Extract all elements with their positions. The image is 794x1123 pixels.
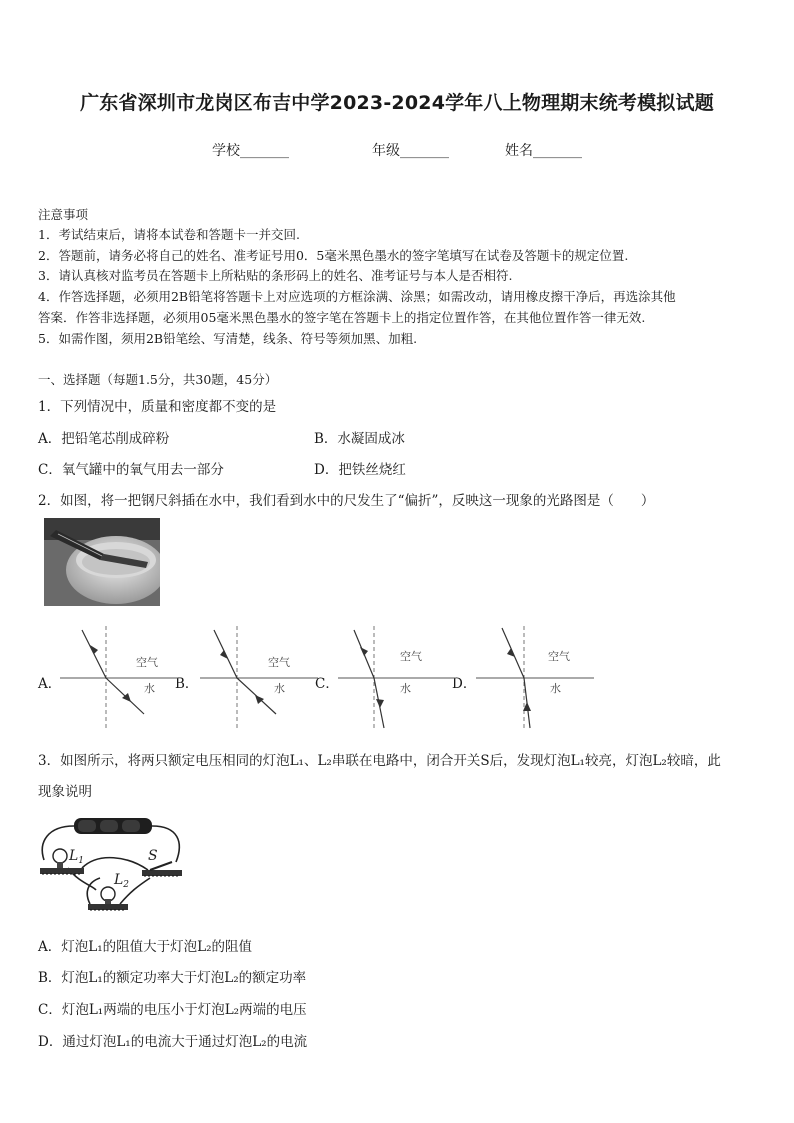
l2-label: L [114, 872, 124, 888]
question-1-option-a: A．把铅笔芯削成碎粉 [38, 431, 170, 447]
notice-item: 3．请认真核对监考员在答题卡上所粘贴的条形码上的姓名、准考证号与本人是否相符. [38, 268, 513, 283]
water-label: 水 [400, 682, 411, 695]
light-path-diagram-b [200, 626, 318, 730]
air-label: 空气 [400, 650, 422, 663]
question-1-option-d: D．把铁丝烧红 [314, 462, 406, 478]
notice-item: 答案．作答非选择题，必须用05毫米黑色墨水的签字笔在答题卡上的指定位置作答，在其他位置作答一律无效. [38, 310, 646, 325]
light-path-diagram-c [338, 626, 456, 730]
question-3-option-c: C．灯泡L₁两端的电压小于灯泡L₂两端的电压 [38, 1002, 307, 1018]
question-2-stem: 2．如图，将一把钢尺斜插在水中，我们看到水中的尺发生了“偏折”，反映这一现象的光路图是（ ） [38, 493, 655, 509]
notice-item: 1．考试结束后，请将本试卷和答题卡一并交回. [38, 227, 300, 242]
light-path-diagram-d [476, 626, 594, 730]
question-2-option-c: C． [315, 676, 339, 692]
question-2-option-d: D． [452, 676, 477, 692]
air-label: 空气 [268, 656, 290, 669]
svg-text:L1 [68, 848, 84, 866]
series-circuit-diagram [38, 812, 188, 922]
school-field: 学校_______ [212, 143, 289, 159]
l2-label-sub: 2 [123, 880, 130, 890]
question-3-stem-cont: 现象说明 [38, 784, 92, 800]
l1-label-sub: 1 [78, 856, 85, 866]
ruler-in-water-photo [44, 518, 160, 606]
air-label: 空气 [548, 650, 570, 663]
notice-item: 2．答题前，请务必将自己的姓名、准考证号用0．5毫米黑色墨水的签字笔填写在试卷及答题卡的规定位置. [38, 248, 629, 263]
notice-item: 5．如需作图，须用2B铅笔绘、写清楚，线条、符号等须加黑、加粗. [38, 331, 418, 346]
switch-label: S [148, 848, 158, 864]
question-1-stem: 1．下列情况中，质量和密度都不变的是 [38, 399, 277, 415]
water-label: 水 [274, 682, 285, 695]
section-heading: 一、选择题（每题1.5分，共30题，45分） [38, 372, 278, 387]
question-1-option-c: C．氧气罐中的氧气用去一部分 [38, 462, 224, 478]
question-3-option-a: A．灯泡L₁的阻值大于灯泡L₂的阻值 [38, 939, 253, 955]
question-3-option-b: B．灯泡L₁的额定功率大于灯泡L₂的额定功率 [38, 970, 307, 986]
question-3-option-d: D．通过灯泡L₁的电流大于通过灯泡L₂的电流 [38, 1034, 308, 1050]
notice-item: 4．作答选择题，必须用2B铅笔将答题卡上对应选项的方框涂满、涂黑；如需改动，请用橡皮擦干净后，再选涂其他 [38, 289, 676, 304]
question-2-option-b: B． [175, 676, 199, 692]
notice-heading: 注意事项 [38, 207, 89, 222]
water-label: 水 [550, 682, 561, 695]
svg-text:L2 [113, 872, 129, 890]
l1-label: L [69, 848, 79, 864]
grade-field: 年级_______ [372, 143, 449, 159]
light-path-diagram-a [60, 626, 178, 730]
air-label: 空气 [136, 656, 158, 669]
page-title: 广东省深圳市龙岗区布吉中学2023-2024学年八上物理期末统考模拟试题 [80, 92, 714, 114]
question-2-option-a: A． [38, 676, 62, 692]
question-3-stem: 3．如图所示，将两只额定电压相同的灯泡L₁、L₂串联在电路中，闭合开关S后，发现灯泡L₁较亮，灯泡L₂较暗，此 [38, 753, 721, 769]
water-label: 水 [144, 682, 155, 695]
question-1-option-b: B．水凝固成冰 [314, 431, 405, 447]
name-field: 姓名_______ [505, 143, 582, 159]
